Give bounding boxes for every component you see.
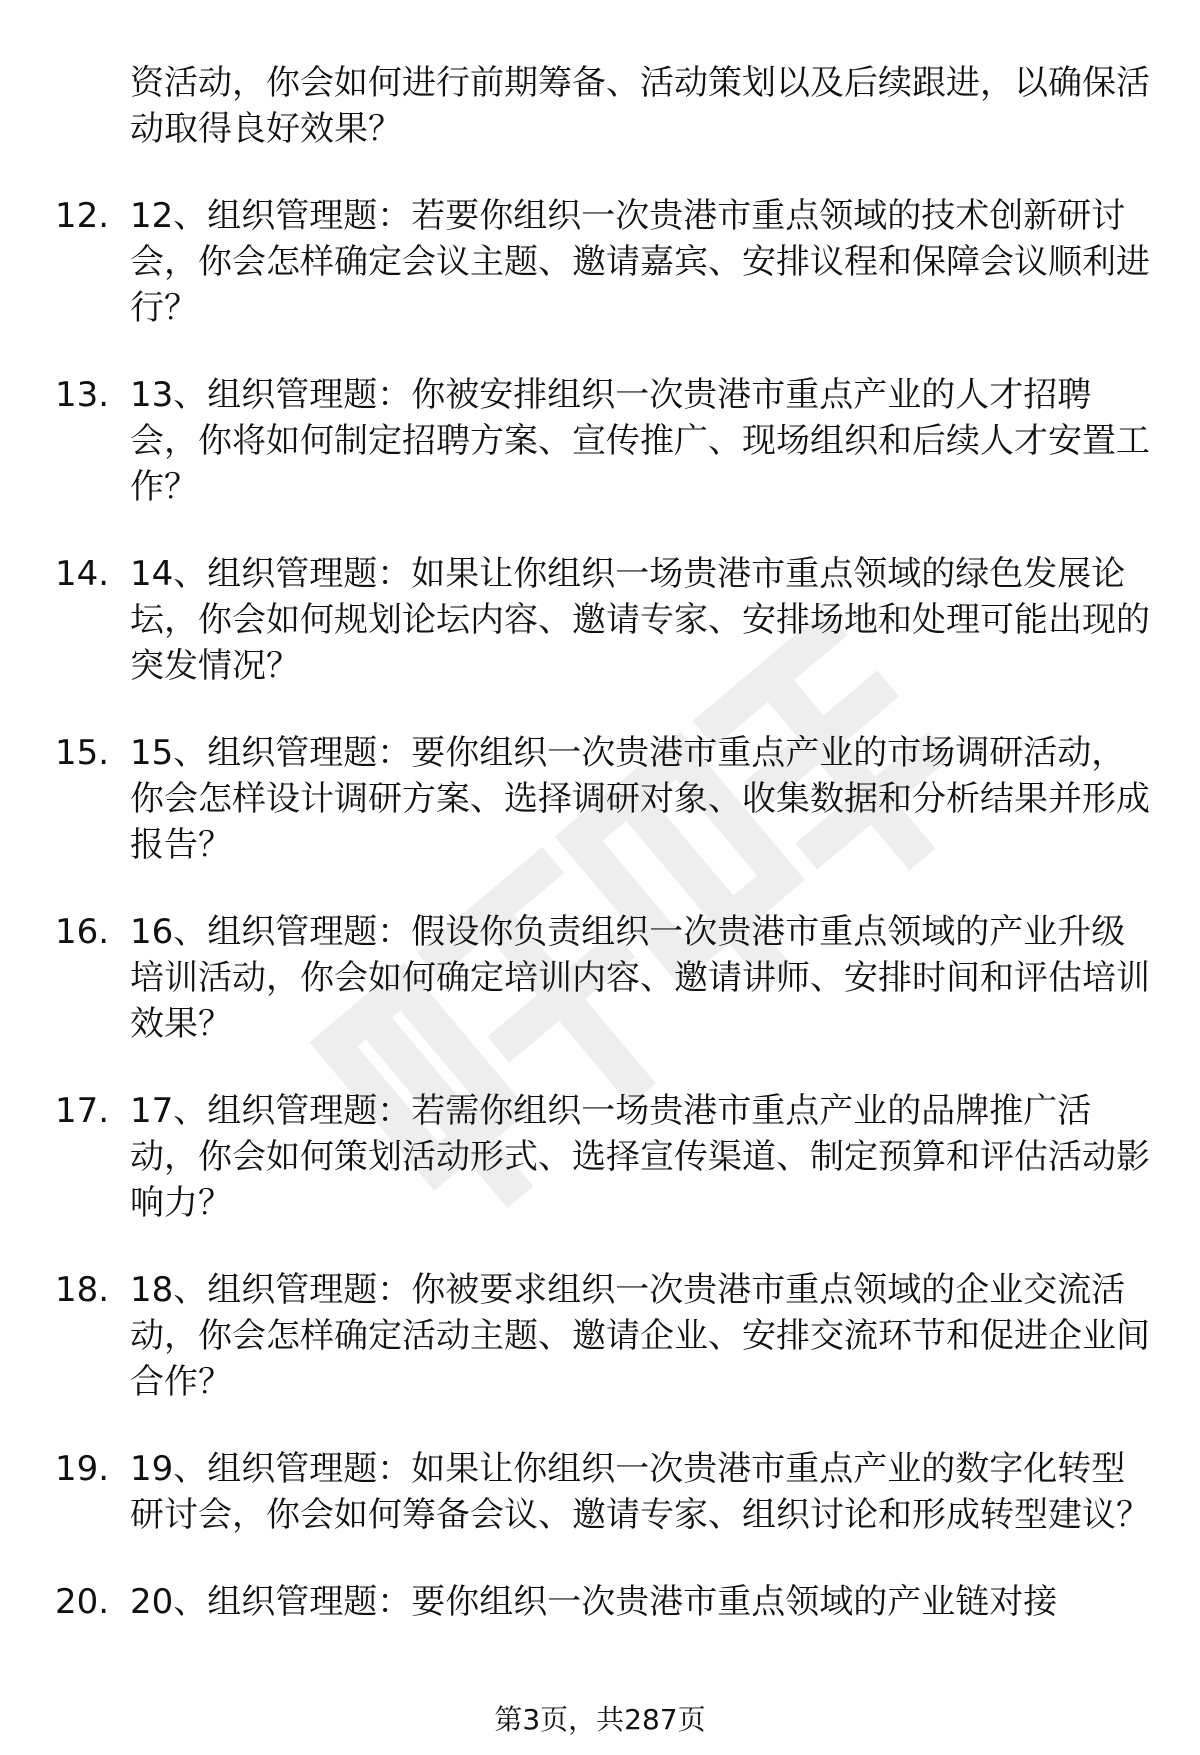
item-number: 14.	[55, 554, 110, 594]
item-text: 17、组织管理题：若需你组织一场贵港市重点产业的品牌推广活动，你会如何策划活动形式、选择宣传渠道、制定预算和评估活动影响力？	[130, 1091, 1150, 1223]
item-text: 12、组织管理题：若要你组织一次贵港市重点领域的技术创新研讨会，你会怎样确定会议主题、邀请嘉宾、安排议程和保障会议顺利进行？	[130, 196, 1150, 328]
item-text: 14、组织管理题：如果让你组织一场贵港市重点领域的绿色发展论坛，你会如何规划论坛内容、邀请专家、安排场地和处理可能出现的突发情况？	[130, 554, 1150, 686]
list-item	[0, 1267, 1200, 1405]
item-text: 16、组织管理题：假设你负责组织一次贵港市重点领域的产业升级培训活动，你会如何确定培训内容、邀请讲师、安排时间和评估培训效果？	[130, 912, 1150, 1044]
item-text: 15、组织管理题：要你组织一次贵港市重点产业的市场调研活动，你会怎样设计调研方案、选择调研对象、收集数据和分析结果并形成报告？	[130, 733, 1150, 865]
item-number: 16.	[55, 912, 110, 952]
item-number: 13.	[55, 375, 110, 415]
item-text: 20、组织管理题：要你组织一次贵港市重点领域的产业链对接	[130, 1582, 1058, 1622]
page-footer: 第3页，共287页	[494, 1703, 706, 1736]
item-number: 19.	[55, 1449, 110, 1489]
list-item	[0, 193, 1200, 331]
item-number: 20.	[55, 1582, 110, 1622]
continuation-paragraph: 资活动，你会如何进行前期筹备、活动策划以及后续跟进，以确保活动取得良好效果？	[130, 63, 1150, 149]
item-text: 13、组织管理题：你被安排组织一次贵港市重点产业的人才招聘会，你将如何制定招聘方案、宣传推广、现场组织和后续人才安置工作？	[130, 375, 1150, 507]
item-text: 19、组织管理题：如果让你组织一次贵港市重点产业的数字化转型研讨会，你会如何筹备会议、邀请专家、组织讨论和形成转型建议？	[130, 1449, 1150, 1535]
item-number: 17.	[55, 1091, 110, 1131]
list-item	[0, 372, 1200, 510]
item-number: 15.	[55, 733, 110, 773]
list-item	[0, 1088, 1200, 1226]
list-item	[0, 730, 1200, 868]
item-text: 18、组织管理题：你被要求组织一次贵港市重点领域的企业交流活动，你会怎样确定活动主题、邀请企业、安排交流环节和促进企业间合作？	[130, 1270, 1150, 1402]
item-number: 18.	[55, 1270, 110, 1310]
list-item	[0, 1579, 1200, 1625]
list-item	[0, 909, 1200, 1047]
list-item	[0, 551, 1200, 689]
item-number: 12.	[55, 196, 110, 236]
question-list	[0, 60, 1200, 1666]
list-item	[0, 1446, 1200, 1538]
